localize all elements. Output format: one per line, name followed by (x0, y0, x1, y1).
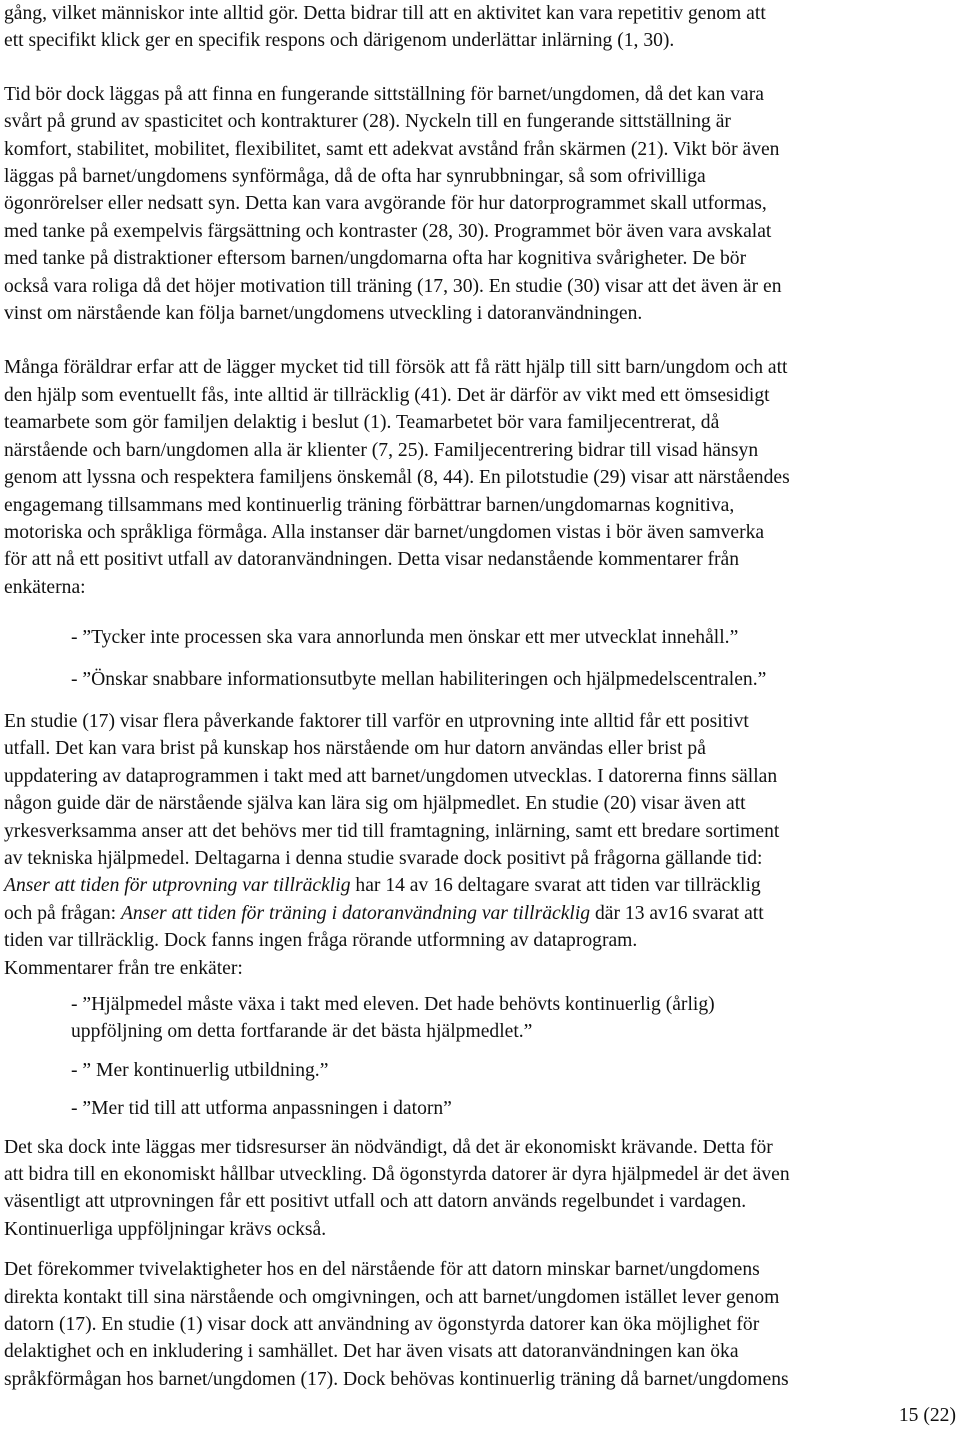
text-line: uppdatering av dataprogrammen i takt med att barnet/ungdomen utvecklas. I datorerna finns sällan (4, 765, 778, 787)
text-line: gång, vilket människor inte alltid gör. Detta bidrar till att en aktivitet kan vara repetitiv genom att (4, 3, 766, 24)
text-line: någon guide där de närstående själva kan lära sig om hjälpmedlet. En studie (20) visar även att (4, 793, 746, 815)
text-line: Det förekommer tvivelaktigheter hos en del närstående för att datorn minskar barnet/ungdomens (4, 1259, 760, 1281)
paragraph-6 (4, 1134, 956, 1244)
survey-quote (71, 624, 956, 651)
text-line: teamarbete som gör familjen delaktig i beslut (1). Teamarbetet bör vara familjecentrerat, då (4, 412, 720, 434)
text-line: svårt på grund av spasticitet och kontrakturer (28). Nyckeln till en fungerande sittställning är (4, 111, 731, 133)
quote-line: - ” Mer kontinuerlig utbildning.” (71, 1059, 329, 1081)
text-line: Det ska dock inte läggas mer tidsresurser än nödvändigt, då det är ekonomiskt krävande. Detta för (4, 1136, 773, 1158)
quote-line: - ”Mer tid till att utforma anpassningen i datorn” (71, 1098, 452, 1120)
text-line: tiden var tillräcklig. Dock fanns ingen fråga rörande utformning av dataprogram. (4, 930, 638, 952)
text-line: att bidra till en ekonomiskt hållbar utveckling. Då ögonstyrda datorer är dyra hjälpmedel är det även (4, 1164, 790, 1186)
text-line: Kontinuerliga uppföljningar krävs också. (4, 1218, 327, 1240)
survey-quote (71, 991, 956, 1046)
text-line: språkförmågan hos barnet/ungdomen (17). Dock behövas kontinuerlig träning då barnet/ungdomens (4, 1368, 789, 1390)
paragraph-2 (4, 81, 956, 328)
text-span: och på frågan: (4, 902, 121, 924)
italic-survey-question: Anser att tiden för utprovning var tillräcklig (4, 875, 351, 897)
quote-line: - ”Hjälpmedel måste växa i takt med eleven. Det hade behövts kontinuerlig (årlig) (71, 994, 715, 1015)
survey-quote (71, 1057, 956, 1084)
paragraph-3 (4, 354, 956, 601)
quote-line: - ”Tycker inte processen ska vara annorlunda men önskar ett mer utvecklat innehåll.” (71, 627, 739, 649)
italic-survey-question: Anser att tiden för träning i datoranvändning var tillräcklig (120, 902, 591, 924)
paragraph-4 (4, 708, 956, 982)
quote-line: uppföljning om detta fortfarande är det bästa hjälpmedlet.” (71, 1021, 533, 1043)
text-line: för att nå ett positivt utfall av datoranvändningen. Detta visar nedanstående kommentarer från (4, 549, 740, 571)
text-line: närstående och barn/ungdomen alla är klienter (7, 25). Familjecentrering bidrar till visad hänsyn (4, 439, 759, 461)
text-line: vinst om närstående kan följa barnet/ungdomens utveckling i datoranvändningen. (4, 303, 643, 325)
quote-line: - ”Önskar snabbare informationsutbyte mellan habiliteringen och hjälpmedelscentralen.” (71, 668, 767, 690)
text-line: enkäterna: (4, 576, 86, 598)
text-line: delaktighet och en inkludering i samhället. Det har även visats att datoranvändningen kan öka (4, 1341, 739, 1363)
paragraph-7 (4, 1256, 956, 1393)
text-line: datorn (17). En studie (1) visar dock att användning av ögonstyrda datorer kan öka möjlighet för (4, 1314, 760, 1336)
text-line: Många föräldrar erfar att de lägger mycket tid till försök att få rätt hjälp till sitt barn/ungdom och att (4, 357, 788, 379)
survey-quote (71, 666, 956, 693)
text-line (4, 872, 956, 899)
document-page (4, 0, 956, 1393)
text-line: med tanke på distraktioner eftersom barnen/ungdomarna ofta har kognitiva svårigheter. De bör (4, 248, 747, 270)
text-line: ögonrörelser eller nedsatt syn. Detta kan vara avgörande för hur datorprogrammet skall utformas, (4, 193, 767, 215)
text-line: utfall. Det kan vara brist på kunskap hos närstående om hur datorn användas eller brist på (4, 738, 706, 760)
text-line: den hjälp som eventuellt fås, inte alltid är tillräcklig (41). Det är därför av vikt med ett ömsesidigt (4, 384, 770, 406)
text-span: har 14 av 16 deltagare svarat att tiden var tillräcklig (350, 875, 761, 897)
page-number: 15 (22) (898, 1405, 956, 1426)
text-line (4, 900, 956, 927)
text-line: genom att lyssna och respektera familjens önskemål (8, 44). En pilotstudie (29) visar att närståendes (4, 467, 790, 489)
text-line: också vara roliga då det höjer motivation till träning (17, 30). En studie (30) visar att det även är en (4, 275, 782, 297)
text-line: ett specifikt klick ger en specifik respons och därigenom underlättar inlärning (1, 30). (4, 30, 675, 52)
survey-quote (71, 1095, 956, 1122)
paragraph-1 (4, 0, 956, 55)
text-line: Kommentarer från tre enkäter: (4, 957, 243, 979)
text-span: där 13 av16 svarat att (590, 902, 764, 924)
text-line: av tekniska hjälpmedel. Deltagarna i denna studie svarade dock positivt på frågorna gällande tid: (4, 847, 763, 869)
text-line: yrkesverksamma anser att det behövs mer tid till framtagning, inlärning, samt ett bredare sortiment (4, 820, 780, 842)
text-line: motoriska och språkliga förmåga. Alla instanser där barnet/ungdomen vistas i bör även samverka (4, 521, 765, 543)
text-line: med tanke på exempelvis färgsättning och kontraster (28, 30). Programmet bör även vara avskalat (4, 220, 772, 242)
text-line: direkta kontakt till sina närstående och omgivningen, och att barnet/ungdomen istället lever genom (4, 1286, 780, 1308)
text-line: väsentligt att utprovningen får ett positivt utfall och att datorn används regelbundet i vardagen. (4, 1191, 747, 1213)
text-line: En studie (17) visar flera påverkande faktorer till varför en utprovning inte alltid får ett positivt (4, 710, 749, 732)
text-line: engagemang tillsammans med kontinuerlig träning förbättrar barnen/ungdomarnas kognitiva, (4, 494, 735, 516)
text-line: komfort, stabilitet, mobilitet, flexibilitet, samt ett adekvat avstånd från skärmen (21). Vikt bör även (4, 138, 780, 160)
text-line: Tid bör dock läggas på att finna en fungerande sittställning för barnet/ungdomen, då det kan vara (4, 83, 764, 105)
text-line: läggas på barnet/ungdomens synförmåga, då de ofta har synrubbningar, så som ofrivilliga (4, 166, 706, 188)
